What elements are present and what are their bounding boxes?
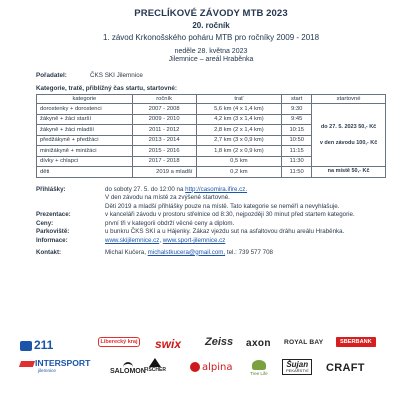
logo-axon: axon — [246, 338, 271, 349]
header-track: trať — [196, 95, 282, 104]
cell-years: 2013 - 2014 — [132, 135, 196, 146]
kontakt-label: Kontakt: — [36, 248, 62, 256]
cell-track: 0,5 km — [196, 156, 282, 167]
prihlasky-text: do soboty 27. 5. do 12:00 na http://casomira.ifire.cz. — [105, 185, 248, 193]
cell-start: 10:15 — [282, 125, 312, 136]
cell-start: 11:15 — [282, 146, 312, 157]
logo-liberecky-kraj: Liberecký kraj — [98, 337, 140, 347]
sport-website-link[interactable]: www.sport-jilemnice.cz — [162, 237, 226, 245]
event-edition: 20. ročník — [192, 21, 230, 30]
table-row — [37, 104, 386, 115]
cell-years: 2007 - 2008 — [132, 104, 196, 115]
logo-brand: Zeiss — [205, 336, 234, 348]
cell-category: předžákyně + předžáci — [37, 135, 133, 146]
fee-line-2: v den závodu 100,- Kč — [319, 139, 378, 146]
cell-track: 5,6 km (4 x 1,4 km) — [196, 104, 282, 115]
header-fee: startovné — [312, 95, 386, 104]
organizer-row — [36, 72, 386, 79]
cell-start: 11:30 — [282, 156, 312, 167]
cell-track: 1,8 km (2 x 0,9 km) — [196, 146, 282, 157]
club-website-link[interactable]: www.skijilemnice.cz — [105, 237, 160, 245]
ceny-text: první tři v kategorii obdrží věcné ceny a diplom. — [105, 219, 235, 227]
cell-fee-onsite: na místě 50,- Kč — [312, 167, 386, 178]
intersport-icon — [19, 361, 35, 367]
logo-royal-bay: ROYAL BAY — [284, 339, 324, 346]
contact-email-link[interactable]: michalstkucera@gmail.com, — [147, 248, 226, 256]
logo-211: 211 — [20, 338, 53, 352]
cell-years: 2011 - 2012 — [132, 125, 196, 136]
categories-table — [36, 94, 386, 178]
logo-intersport: INTERSPORT jilemnice — [20, 359, 90, 375]
cell-category: žákyně + žáci mladší — [37, 125, 133, 136]
event-title: PRECLÍKOVÉ ZÁVODY MTB 2023 — [134, 8, 288, 19]
organizer-value: ČKS SKI Jilemnice — [90, 72, 143, 79]
cell-start: 11:50 — [282, 167, 312, 178]
prihlasky-label: Přihlášky: — [36, 185, 66, 193]
logo-fischer: FISCHER — [144, 358, 166, 373]
info-prihlasky-line2: V den závodu na místě za zvýšené startovné. — [105, 194, 230, 202]
info-prihlasky — [36, 186, 386, 195]
header-start: start — [282, 95, 312, 104]
cell-track: 4,2 km (3 x 1,4 km) — [196, 114, 282, 125]
tree-icon — [252, 360, 266, 370]
header-years: ročník — [132, 95, 196, 104]
event-date: neděle 28. května 2023 — [174, 48, 248, 55]
cell-fee-advance — [312, 104, 386, 167]
logo-alpina: alpina — [190, 362, 233, 373]
alpina-icon — [190, 362, 200, 372]
info-section — [36, 186, 386, 258]
header — [36, 0, 386, 63]
event-subtitle: 1. závod Krkonošského poháru MTB pro ročníky 2009 - 2018 — [102, 33, 320, 42]
logo-tree-life: Tree Life — [250, 360, 268, 376]
parkoviste-text: u bunkru ČKS SKI a u Hájenky. Zákaz vjezdu sut na asfaltovou dráhu areálu Hraběnka. — [105, 228, 345, 236]
header-category: kategorie — [37, 95, 133, 104]
logo-swix: swix — [155, 337, 182, 351]
parkoviste-label: Parkoviště: — [36, 228, 70, 236]
table-header-row — [37, 95, 386, 104]
cell-years: 2009 - 2010 — [132, 114, 196, 125]
info-ceny — [36, 220, 386, 229]
prezentace-text: v kanceláři závodu v prostoru střelnice od 8:30, nejpozději 30 minut před startem kategorie. — [105, 211, 355, 219]
logo-sujan: Šujan PEKAŘSTVÍ — [282, 359, 312, 375]
ceny-label: Ceny: — [36, 219, 54, 227]
info-prezentace — [36, 211, 386, 220]
cell-start: 9:30 — [282, 104, 312, 115]
event-venue: Jilemnice – areál Hraběnka — [168, 56, 254, 63]
cell-years: 2019 a mladší — [132, 167, 196, 178]
sponsor-logos — [20, 338, 390, 398]
cell-years: 2015 - 2016 — [132, 146, 196, 157]
fee-line-1: do 27. 5. 2023 50,- Kč — [320, 123, 377, 130]
fischer-icon — [149, 358, 161, 367]
informace-links: www.skijilemnice.cz, www.sport-jilemnice.cz — [105, 237, 226, 245]
logo-salomon: SALOMON — [110, 362, 146, 375]
registration-link[interactable]: http://casomira.ifire.cz. — [185, 185, 248, 193]
cell-start: 10:50 — [282, 135, 312, 146]
categories-heading: Kategorie, tratě, přibližný čas startu, startovné: — [36, 85, 178, 92]
cell-category: děti — [37, 167, 133, 178]
cell-track: 0,2 km — [196, 167, 282, 178]
prezentace-label: Prezentace: — [36, 211, 71, 219]
cell-start: 9:45 — [282, 114, 312, 125]
info-prihlasky-line3: Děti 2019 a mladší přihlášky pouze na místě. Tato kategorie se neméří a nevyhlašuje. — [105, 202, 340, 210]
table-row — [37, 167, 386, 178]
info-kontakt — [36, 249, 386, 258]
info-informace — [36, 237, 386, 246]
kontakt-text: Michal Kučera, michalstkucera@gmail.com, tel.: 739 577 708 — [105, 248, 273, 256]
cell-category: dorostenky + dorostenci — [37, 104, 133, 115]
cell-category: dívky + chlapci — [37, 156, 133, 167]
info-parkoviste — [36, 228, 386, 237]
cell-years: 2017 - 2018 — [132, 156, 196, 167]
cell-track: 2,8 km (2 x 1,4 km) — [196, 125, 282, 136]
logo-craft: CRAFT — [326, 362, 365, 374]
cell-category: minižákyně + minižáci — [37, 146, 133, 157]
cell-category: žákyně + žáci starší — [37, 114, 133, 125]
logo-211-icon — [20, 341, 32, 351]
cell-track: 2,7 km (3 x 0,9 km) — [196, 135, 282, 146]
organizer-label: Pořadatel: — [36, 72, 67, 79]
logo-sberbank: SBERBANK — [336, 337, 376, 347]
informace-label: Informace: — [36, 237, 68, 245]
